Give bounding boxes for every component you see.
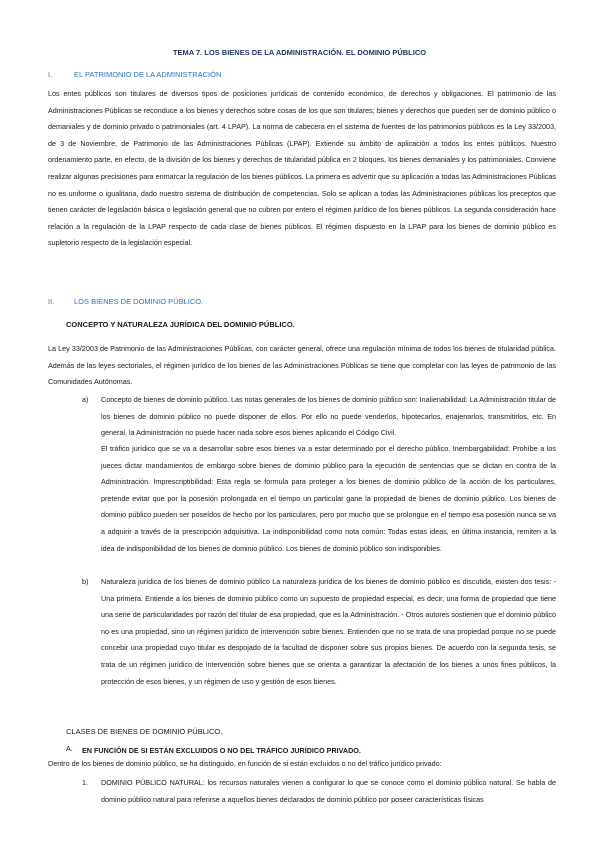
section-2-subheading: CONCEPTO Y NATURALEZA JURÍDICA DEL DOMINIO PÚBLICO. [66,320,295,329]
section-1-title: EL PATRIMONIO DE LA ADMINISTRACIÓN [74,70,222,79]
item-a-marker: a) [82,395,89,404]
section-3-heading: CLASES DE BIENES DE DOMINIO PÚBLICO. [66,727,223,736]
item-1-body: los recursos naturales vienen a configurar lo que se conoce como el dominio público natural. Se habla de dominio público natural para referirse a aquellos bienes declarados de dominio público por poseer características físicas [101,778,556,804]
item-b-text: Naturaleza jurídica de los bienes de dominio público La naturaleza jurídica de los bienes de dominio público es discutida, existen dos tesis: - Una primera. Entiende a los bienes de dominio público como un supuesto de propiedad especial, es decir, una forma de propiedad que tiene una serie de particularidades por razón del titular de esa propiedad, que es la Administración. - Otros autores sostienen que el dominio público no es una propiedad, sino un régimen jurídico de intervención sobre bienes. Entienden que no se trata de una propiedad porque no se puede concebir una propiedad cuyo titular es despojado de la facultad de disponer sobre sus propios bienes. De acuerdo con la segunda tesis, se trata de un régimen jurídico de intervención sobre bienes que se orienta a garantizar la afectación de los bienes a unos fines públicos, la protección de esos bienes, y un régimen de uso y gestión de esos bienes. [101,577,556,686]
item-b-marker: b) [82,577,89,586]
section-1-paragraph: Los entes públicos son titulares de diversos tipos de posiciones jurídicas de contenido económico, de derechos y obligaciones. El patrimonio de las Administraciones Públicas se reconduce a los bienes y derechos sobre cosas de los que son titulares; bienes y derechos que pueden ser de dominio público o demaniales y de dominio privado o patrimoniales (art. 4 LPAP). La norma de cabecera en el sistema de fuentes de los patrimonios públicos es la Ley 33/2003, de 3 de Noviembre, de Patrimonio de las Administraciones Públicas (LPAP). Extiende su ámbito de aplicación a todos los entes públicos. Nuestro ordenamiento parte, en efecto, de la división de los bienes y derechos de titularidad pública en 2 bloques, los bienes demaniales y los patrimoniales. Conviene realizar algunas precisiones para enmarcar la regulación de los bienes públicos. La primera es advertir que su aplicación a todas las Administraciones Públicas no es uniforme o igualitaria, dado nuestro sistema de distribución de competencias. Solo se aplican a todas las Administraciones públicas los preceptos que tienen carácter de legislación básica o legislación general que no cubren por entero el régimen jurídico de los bienes públicos. La segunda consideración hace relación a la regulación de la LPAP respecto de cada clase de bienes públicos. El régimen dispuesto en la LPAP para los bienes de dominio público es supletorio respecto de la legislación especial. [48,89,556,248]
item-1-label: DOMINIO PÚBLICO NATURAL: [101,778,205,787]
document-title: TEMA 7. LOS BIENES DE LA ADMINISTRACIÓN. EL DOMINIO PÚBLICO [172,48,427,57]
subsection-a-heading: EN FUNCIÓN DE SI ESTÁN EXCLUIDOS O NO DEL TRÁFICO JURÍDICO PRIVADO. [82,746,361,755]
section-2-heading [48,297,203,306]
section-2-paragraph: La Ley 33/2003 de Patrimonio de las Administraciones Públicas, con carácter general, ofrece una regulación mínima de todos los bienes de titularidad pública. Además de las leyes sectoriales, el régimen jurídico de los bienes de las Administraciones Públicas se tiene que completar con las leyes de patrimonio de las Comunidades Autónomas. [48,344,556,387]
item-a-text-continued: El tráfico jurídico que se va a desarrollar sobre esos bienes va a estar determinado por el derecho público. Inembargabilidad: Prohíbe a los jueces dictar mandamientos de embargo sobre bienes de dominio público para la ejecución de sentencias que se dictan en contra de la Administración. Imprescriptibilidad: Esta regla se formula para proteger a los bienes de dominio público de la acción de los particulares, pretende evitar que por la posesión prolongada en el tiempo un particular gane la propiedad de bienes de dominio público. Los bienes de dominio público pueden ser poseídos de hecho por los particulares, pero por mucho que se prolongue en el tiempo esa posesión nunca se va a adquirir a través de la prescripción adquisitiva. La indisponibilidad como nota común: Todas estas ideas, en última instancia, remiten a la idea de indisponibilidad de los bienes de dominio público. Los bienes de dominio público son indisponibles. [101,444,556,553]
section-1-number: I. [48,70,53,79]
subsection-a-marker: A. [66,744,73,753]
item-a-text: Concepto de bienes de dominio público. Las notas generales de los bienes de dominio público son: Inalienabilidad: La Administración titular de los bienes de dominio público no puede disponer de ellos. Por ello no puede venderlos, hipotecarlos, enajenarlos, transmitirlos, etc. En general, la Administración no puede hacer nada sobre esos bienes aplicando el Código Civil. [101,395,556,438]
item-1-text [101,775,556,808]
section-3-intro: Dentro de los bienes de dominio público, se ha distinguido, en función de si están excluidos o no del tráfico jurídico privado: [48,759,442,768]
item-1-marker: 1. [82,778,88,787]
section-1-heading [48,70,221,79]
section-2-title: LOS BIENES DE DOMINIO PÚBLICO. [74,297,204,306]
section-2-number: II. [48,297,55,306]
